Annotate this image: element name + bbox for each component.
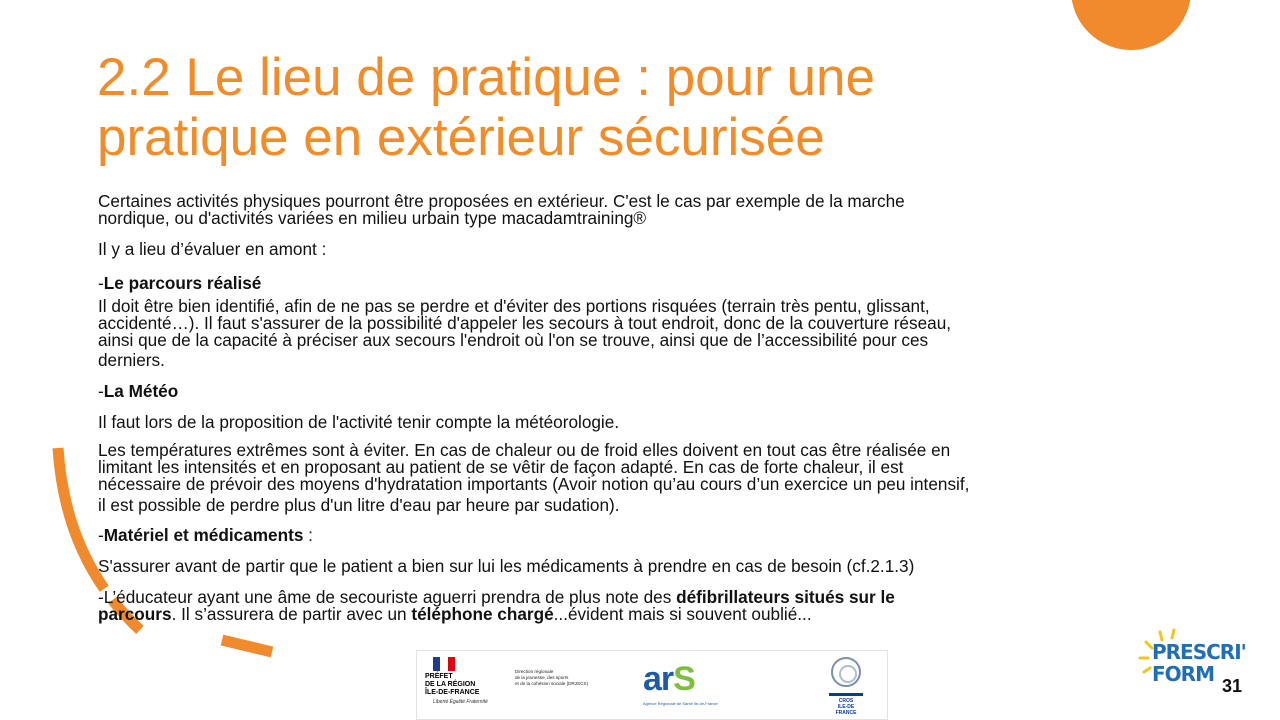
prefet-logo: [425, 657, 505, 717]
section-parcours-heading: [98, 272, 1183, 293]
drjscs-line: Direction régionale: [515, 669, 554, 674]
slide-body: [98, 193, 1183, 624]
parcours-line: Il doit être bien identifié, afin de ne pas se perdre et d'éviter des portions risquées (terrain très pentu, glissant,: [98, 295, 930, 316]
cros-line: CROS: [838, 698, 854, 704]
parcours-line: ainsi que de la capacité à préciser aux secours l'endroit où l'on se trouve, ainsi que de l’accessibilité pour ces: [98, 330, 929, 351]
ars-letters: ar: [643, 660, 674, 698]
cros-line: ILE-DE: [837, 704, 855, 710]
drjscs-line: de la jeunesse, des sports: [515, 675, 569, 680]
intro-line: nordique, ou d'activités variées en milieu urbain type macadamtraining®: [98, 208, 647, 229]
colon: :: [303, 524, 313, 545]
cros-text: [827, 698, 865, 716]
prescri-text: PRESCRI': [1152, 640, 1246, 664]
drjscs-text: [515, 669, 620, 687]
educ-text: ...évident mais si souvent oublié...: [553, 604, 812, 625]
section-meteo-heading: [98, 380, 1183, 401]
section-materiel-heading: [98, 524, 1183, 545]
prefet-line: DE LA RÉGION: [425, 681, 476, 688]
decorative-orange-circle: [1071, 0, 1191, 50]
meteo-line: nécessaire de prévoir des moyens d'hydratation importants (Avoir notion qu’au cours d’un exercice un peu intensif,: [98, 474, 970, 495]
parcours-line: derniers.: [98, 350, 165, 371]
parcours-heading-label: Le parcours réalisé: [103, 272, 262, 293]
ars-subtitle: Agence Régionale de Santé Ile-de-France: [643, 701, 718, 706]
ars-logo: [643, 659, 723, 715]
prefet-line: ÎLE-DE-FRANCE: [425, 689, 480, 696]
title-line-2: pratique en extérieur sécurisée: [97, 108, 825, 167]
meteo-line: il est possible de perdre plus d'un litre d'eau par heure par sudation).: [98, 494, 620, 515]
meteo-paragraph: Il faut lors de la proposition de l'activité tenir compte la météorologie.: [98, 411, 620, 432]
prefet-motto: Liberté Égalité Fraternité: [433, 699, 488, 705]
cros-bar: [829, 693, 863, 696]
dash: -: [98, 524, 104, 545]
prescriforme-logo: [1138, 628, 1266, 698]
form-text: FORM: [1152, 662, 1214, 686]
prefet-line: PRÉFET: [425, 673, 453, 680]
educ-bold: téléphone chargé: [411, 604, 554, 625]
intro-line: Certaines activités physiques pourront être proposées en extérieur. C'est le cas par exemple de la marche: [98, 191, 905, 211]
educ-text: -L’éducateur ayant une âme de secouriste aguerri prendra de plus note des: [98, 587, 677, 608]
educ-text: . Il s’assurera de partir avec un: [171, 604, 412, 625]
dash: -: [98, 380, 104, 401]
meteo-line: limitant les intensités et en proposant au patient de se vêtir de façon adapté. En cas de forte chaleur, il est: [98, 457, 904, 478]
meteo-heading-label: La Météo: [103, 380, 179, 401]
dash: -: [98, 272, 104, 293]
educ-bold: défibrillateurs situés sur le: [676, 587, 895, 608]
cros-logo: [825, 653, 865, 719]
ars-letter-s: S: [673, 660, 695, 698]
page-number: 31: [1222, 676, 1243, 696]
meteo-line: Les températures extrêmes sont à éviter. En cas de chaleur ou de froid elles doivent en tout cas être réalisée en: [98, 440, 951, 461]
evaluate-text: Il y a lieu d’évaluer en amont :: [98, 239, 327, 260]
french-flag-icon: [433, 657, 455, 671]
materiel-heading-label: Matériel et médicaments: [103, 524, 304, 545]
drjscs-line: et de la cohésion sociale (DRJSCS): [515, 681, 589, 686]
partner-logos-band: [416, 650, 888, 720]
educ-bold: parcours: [98, 604, 172, 625]
parcours-line: accidenté…). Il faut s'assurer de la possibilité d'appeler les secours à tout endroit, donc de la couverture réseau,: [98, 313, 952, 334]
educateur-paragraph: [98, 589, 1183, 623]
olympic-emblem-icon: [831, 657, 861, 687]
ars-wordmark: [643, 659, 695, 699]
title-line-1: 2.2 Le lieu de pratique : pour une: [97, 48, 875, 107]
cros-line: FRANCE: [835, 710, 857, 716]
materiel-paragraph: S'assurer avant de partir que le patient a bien sur lui les médicaments à prendre en cas de besoin (cf.2.1.3): [98, 556, 915, 577]
slide-title: [97, 48, 1097, 168]
prefet-text: [425, 673, 505, 697]
